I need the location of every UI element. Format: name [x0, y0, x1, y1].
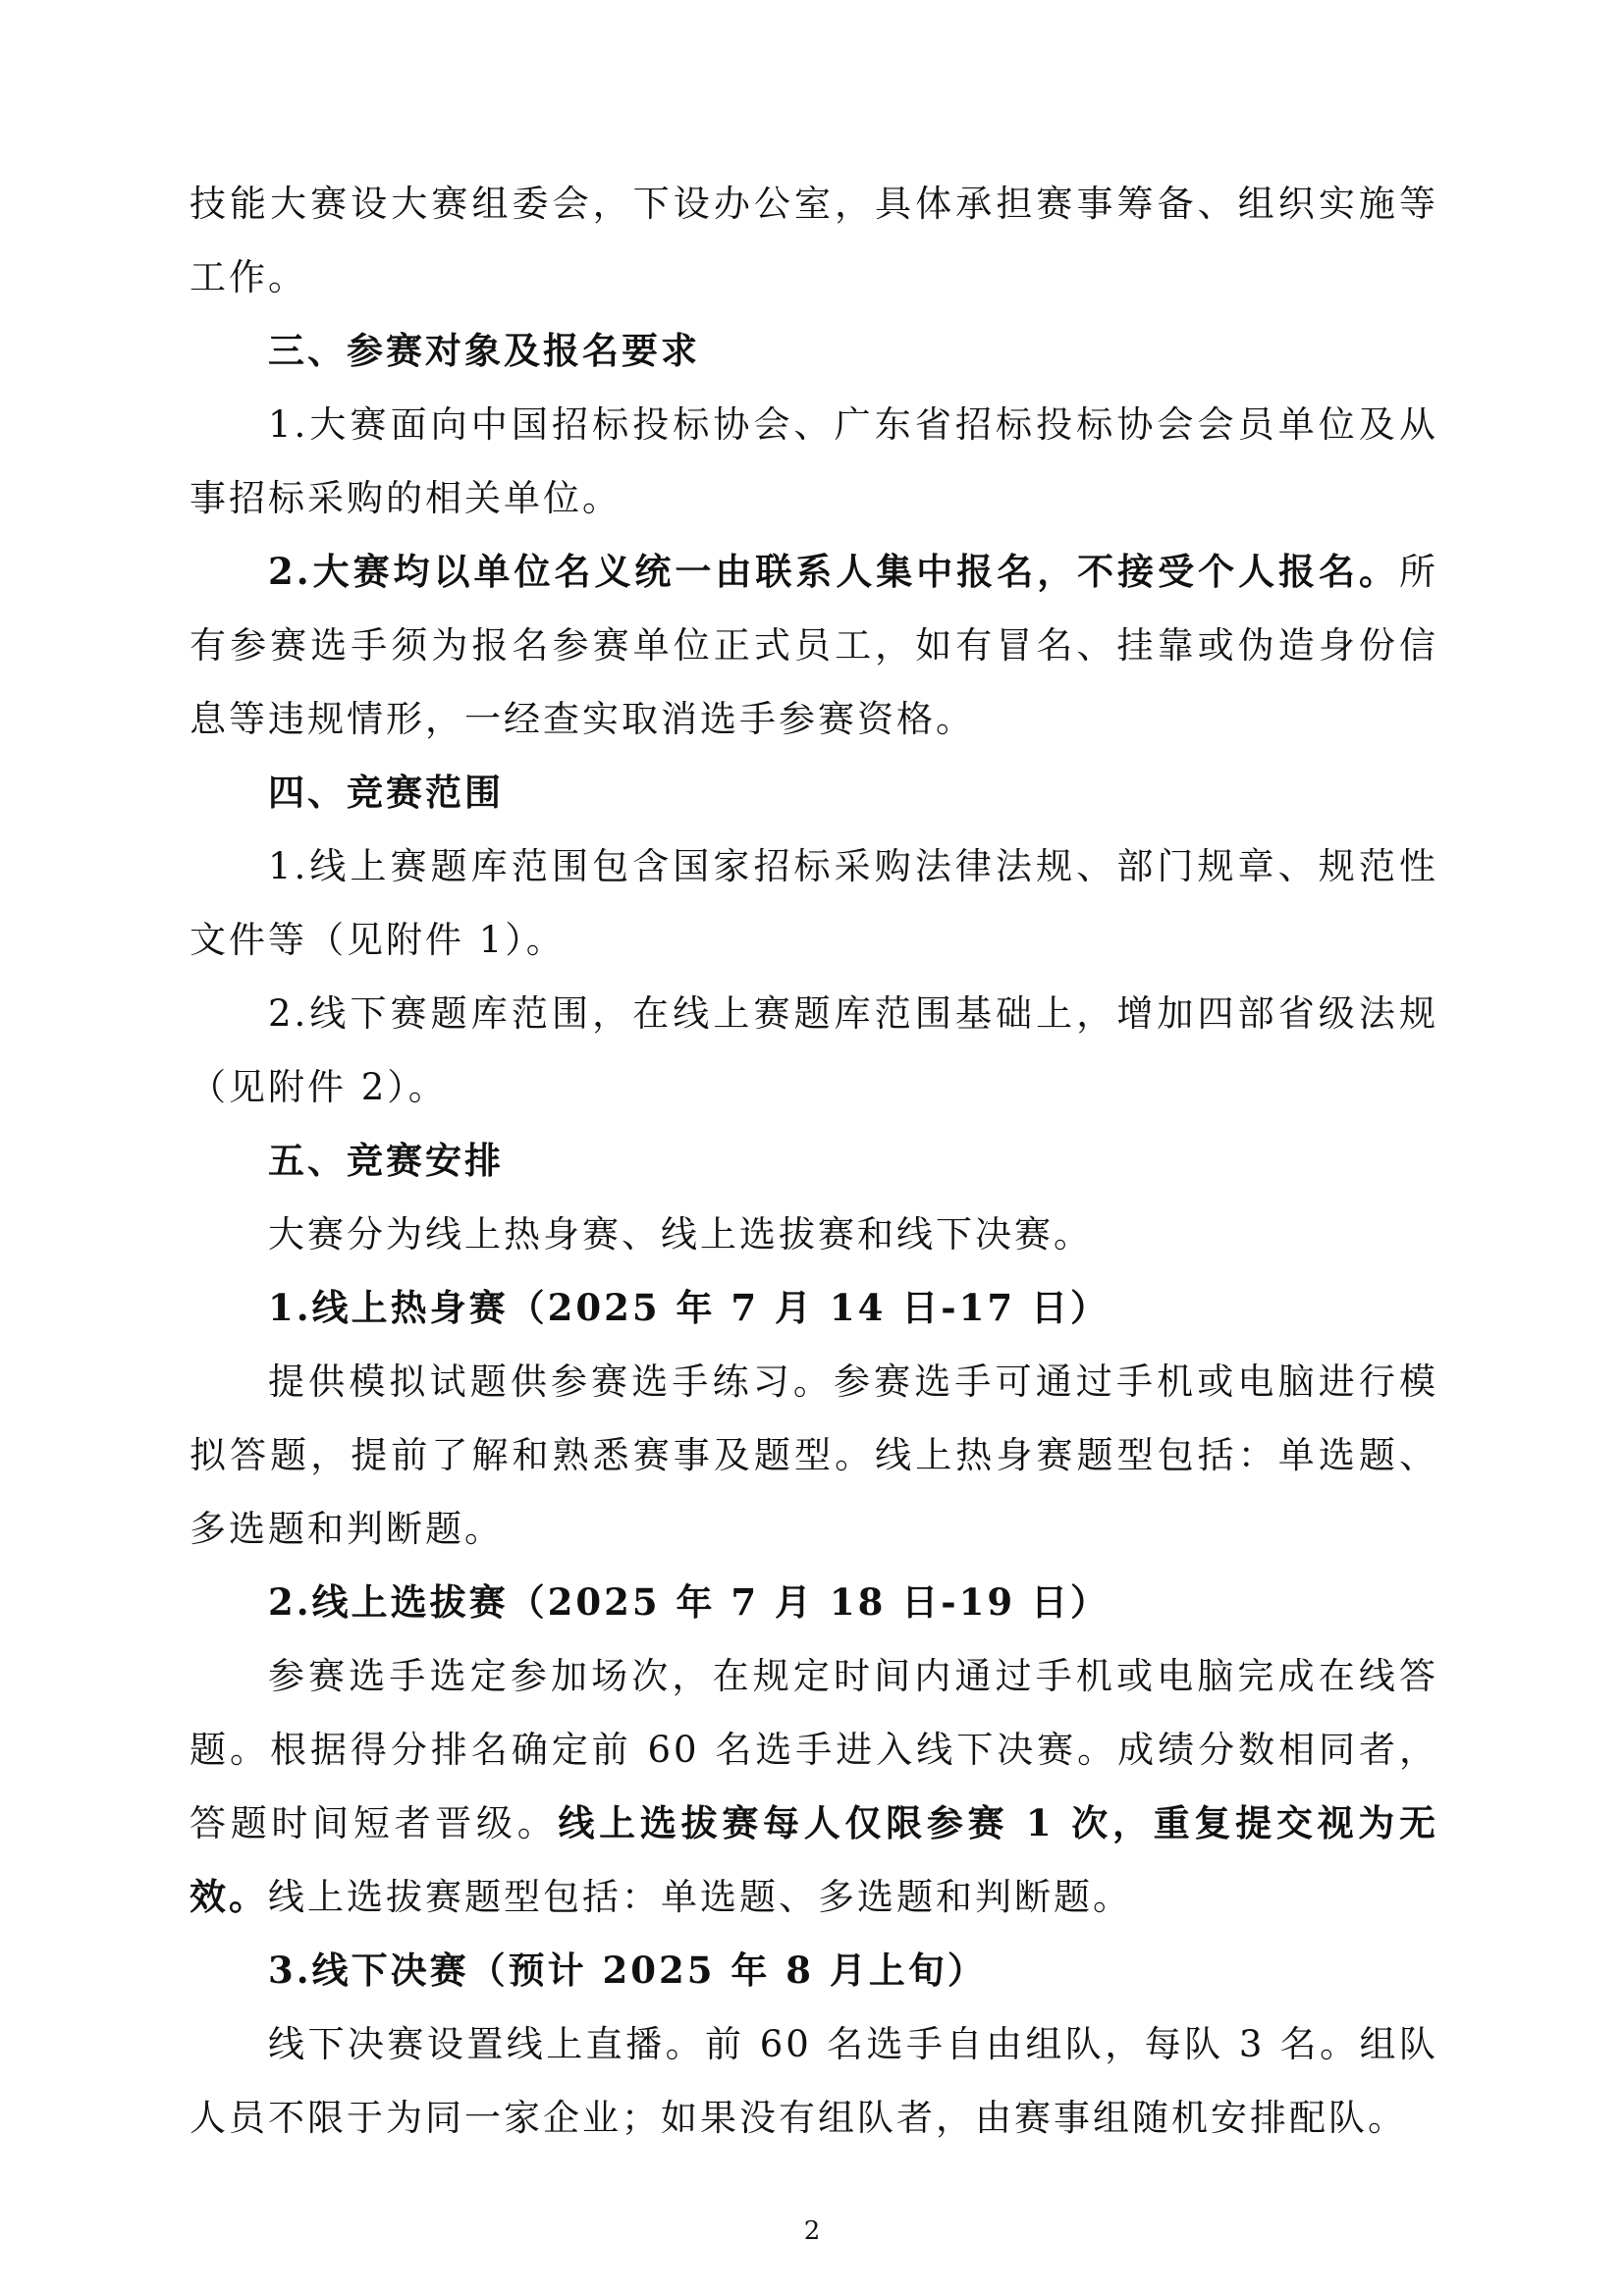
registration-rule-emphasis: 2.大赛均以单位名义统一由联系人集中报名，不接受个人报名。 [268, 550, 1399, 593]
paragraph-selection-round [189, 1639, 1438, 1934]
subheading-final-round: 3.线下决赛（预计 2025 年 8 月上旬） [268, 1949, 987, 1992]
selection-round-emphasis: 线上选拔赛每人仅限参赛 1 次，重复提交视为无效。 [189, 1801, 1438, 1918]
paragraph-online-question-bank: 1.线上赛题库范围包含国家招标采购法律法规、部门规章、规范性文件等（见附件 1）。 [189, 845, 1438, 961]
selection-round-details: 参赛选手选定参加场次，在规定时间内通过手机或电脑完成在线答题。根据得分排名确定前 60 名选手进入线下决赛。成绩分数相同者，答题时间短者晋级。 [189, 1655, 1438, 1844]
paragraph-registration-rules [189, 535, 1438, 756]
paragraph-warmup-round: 提供模拟试题供参赛选手练习。参赛选手可通过手机或电脑进行模拟答题，提前了解和熟悉赛事及题型。线上热身赛题型包括：单选题、多选题和判断题。 [189, 1361, 1438, 1550]
subheading-selection-round: 2.线上选拔赛（2025 年 7 月 18 日-19 日） [268, 1580, 1110, 1624]
section-heading-participants: 三、参赛对象及报名要求 [268, 330, 700, 372]
registration-rule-details: 所有参赛选手须为报名参赛单位正式员工，如有冒名、挂靠或伪造身份信息等违规情形，一经查实取消选手参赛资格。 [189, 551, 1438, 740]
paragraph-final-round: 线下决赛设置线上直播。前 60 名选手自由组队，每队 3 名。组队人员不限于为同一家企业；如果没有组队者，由赛事组随机安排配队。 [189, 2023, 1438, 2139]
page-number: 2 [803, 2216, 821, 2246]
subheading-warmup-round: 1.线上热身赛（2025 年 7 月 14 日-17 日） [268, 1286, 1110, 1329]
paragraph-offline-question-bank: 2.线下赛题库范围，在线上赛题库范围基础上，增加四部省级法规（见附件 2）。 [189, 992, 1438, 1108]
paragraph-participant-scope: 1.大赛面向中国招标投标协会、广东省招标投标协会会员单位及从事招标采购的相关单位。 [189, 403, 1438, 519]
selection-round-question-types: 线上选拔赛题型包括：单选题、多选题和判断题。 [268, 1876, 1132, 1918]
document-body [189, 167, 1438, 2155]
section-heading-scope: 四、竞赛范围 [268, 772, 504, 814]
section-heading-schedule: 五、竞赛安排 [268, 1140, 504, 1182]
paragraph-schedule-overview: 大赛分为线上热身赛、线上选拔赛和线下决赛。 [268, 1213, 1093, 1255]
paragraph-organizing-committee: 技能大赛设大赛组委会，下设办公室，具体承担赛事筹备、组织实施等工作。 [189, 183, 1438, 298]
